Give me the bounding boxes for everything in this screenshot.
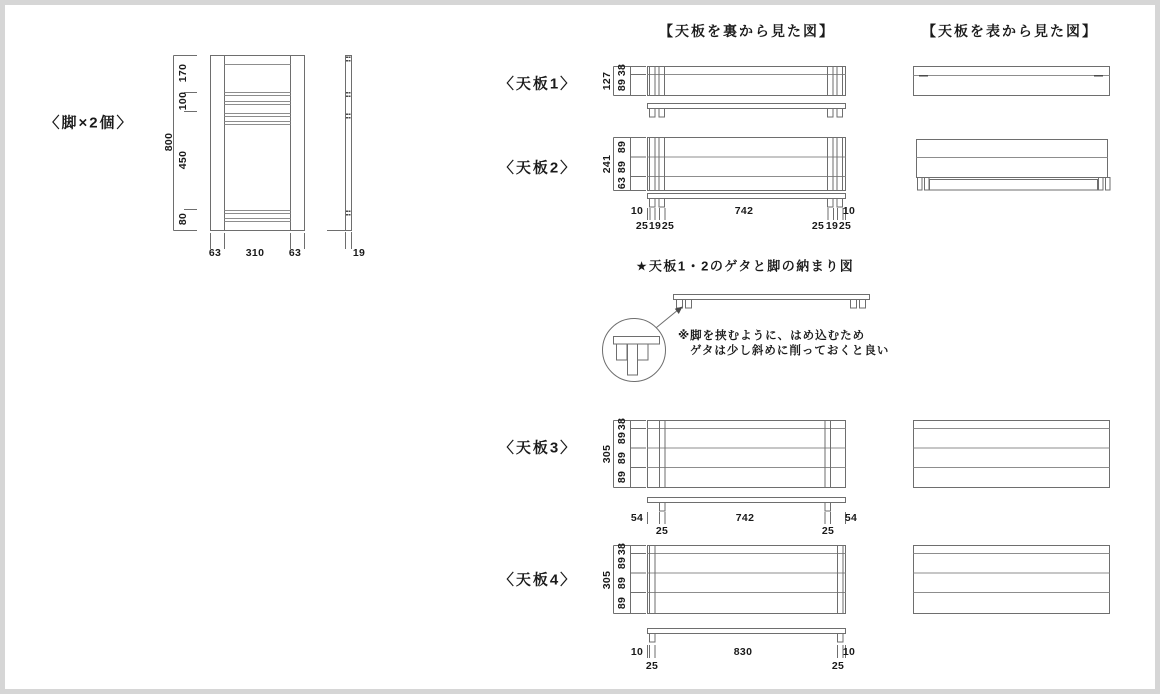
leg-dim-width-right: 63 (288, 246, 302, 259)
leg-dim-total-height: 800 (162, 132, 175, 152)
tenban1-dim-total: 127 (600, 71, 613, 91)
tenban4-dim-seg: 89 (615, 576, 628, 590)
tenban2-back-view (614, 138, 846, 221)
tenban4-back-view (614, 546, 846, 659)
assembly-title: ★天板1・2のゲタと脚の納まり図 (635, 258, 855, 274)
tenban2-geta-dim: 25 (661, 219, 675, 232)
tenban4-geta-dim: 25 (645, 659, 659, 672)
tenban4-geta-dim: 25 (831, 659, 845, 672)
tenban4-dim-seg: 38 (615, 542, 628, 556)
tenban3-dim-seg: 89 (615, 431, 628, 445)
assembly-note-line2: ゲタは少し斜めに削っておくと良い (690, 345, 890, 357)
leg-title: 〈脚×2個〉 (44, 114, 134, 132)
tenban2-geta-dim: 19 (825, 219, 839, 232)
tenban3-dim-total: 305 (600, 444, 613, 464)
tenban3-dim-span: 742 (735, 511, 755, 524)
tenban4-dim-total: 305 (600, 570, 613, 590)
assembly-figure (674, 295, 870, 309)
assembly-detail-circle (603, 319, 666, 382)
tenban2-dim-overhang-left: 10 (630, 204, 644, 217)
tenban2-dim-seg: 89 (615, 140, 628, 154)
tenban2-geta-dim: 25 (635, 219, 649, 232)
tenban3-dim-seg: 89 (615, 451, 628, 465)
dowel-marks (346, 57, 350, 216)
leg-dim-width-left: 63 (208, 246, 222, 259)
tenban4-dim-seg: 89 (615, 596, 628, 610)
tenban1-dim-seg: 89 (615, 78, 628, 92)
tenban2-geta-dim: 25 (838, 219, 852, 232)
tenban2-dim-seg: 63 (615, 176, 628, 190)
tenban3-geta-dim: 25 (821, 524, 835, 537)
tenban4-dim-overhang-left: 10 (630, 645, 644, 658)
leg-dim-thickness: 19 (352, 246, 366, 259)
leg-dim-height-80: 80 (176, 212, 189, 226)
tenban3-dim-seg: 89 (615, 470, 628, 484)
tenban4-dim-seg: 89 (615, 556, 628, 570)
assembly-note-line1: ※脚を挟むように、はめ込むため (678, 330, 866, 342)
leg-dim-height-100: 100 (176, 91, 189, 111)
tenban4-dim-overhang-right: 10 (842, 645, 856, 658)
tenban2-dim-overhang-right: 10 (842, 204, 856, 217)
tenban1-label: 〈天板1〉 (498, 75, 578, 93)
leg-dim-width-center: 310 (245, 246, 265, 259)
tenban2-label: 〈天板2〉 (498, 159, 578, 177)
tenban2-dim-seg: 89 (615, 160, 628, 174)
tenban4-dim-span: 830 (733, 645, 753, 658)
tenban1-back-view (614, 67, 846, 118)
tenban2-front-view (917, 140, 1111, 191)
tenban1-dim-seg: 38 (615, 63, 628, 77)
leg-side-view (346, 56, 352, 231)
header-front-view: 【天板を表から見た図】 (922, 23, 1098, 39)
header-back-view: 【天板を裏から見た図】 (659, 23, 835, 39)
tenban3-label: 〈天板3〉 (498, 439, 578, 457)
tenban1-front-view (914, 67, 1110, 96)
leg-front-view (211, 56, 305, 231)
leg-dimension-lines (174, 56, 352, 250)
tenban3-geta-dim: 25 (655, 524, 669, 537)
tenban3-back-view (614, 421, 846, 525)
tenban2-dim-total: 241 (600, 154, 613, 174)
tenban2-geta-dim: 19 (648, 219, 662, 232)
tenban3-dim-offset-left: 54 (630, 511, 644, 524)
leg-dim-height-170: 170 (176, 63, 189, 83)
tenban2-dim-span: 742 (734, 204, 754, 217)
assembly-arrow (657, 307, 683, 328)
tenban4-label: 〈天板4〉 (498, 571, 578, 589)
tenban3-dim-offset-right: 54 (844, 511, 858, 524)
tenban3-dim-seg: 38 (615, 417, 628, 431)
leg-dim-height-450: 450 (176, 150, 189, 170)
tenban3-front-view (914, 421, 1110, 488)
tenban4-front-view (914, 546, 1110, 614)
tenban2-geta-dim: 25 (811, 219, 825, 232)
